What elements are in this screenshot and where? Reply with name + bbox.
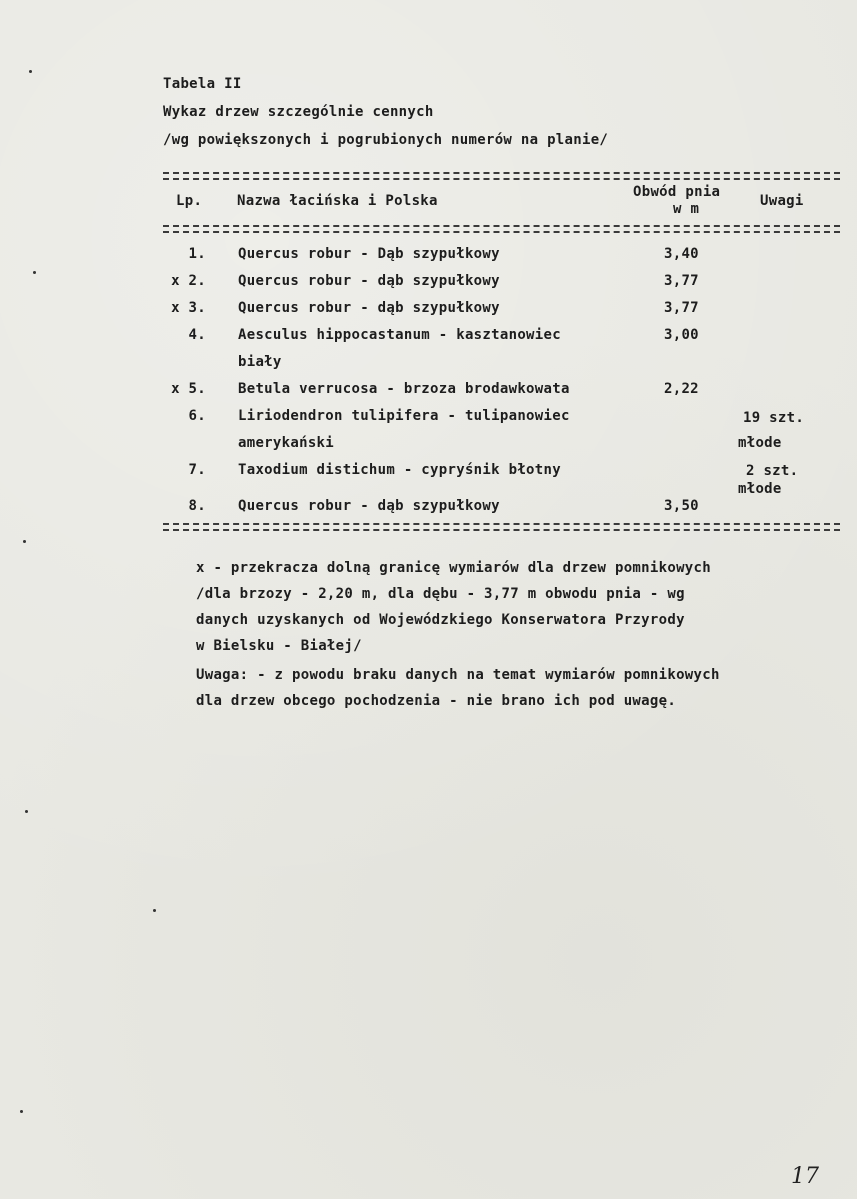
row-lp: 6.: [188, 408, 206, 424]
row-girth: 3,77: [664, 300, 699, 316]
column-header-name: Nazwa łacińska i Polska: [237, 193, 438, 209]
column-header-notes: Uwagi: [760, 193, 804, 209]
footnote-note: dla drzew obcego pochodzenia - nie brano ich pod uwagę.: [196, 693, 677, 709]
row-name: Quercus robur - dąb szypułkowy: [238, 300, 500, 316]
scan-speck: [20, 1110, 23, 1113]
header-rule: [163, 225, 840, 227]
footnote-line: danych uzyskanych od Wojewódzkiego Konserwatora Przyrody: [196, 612, 685, 628]
row-name-continued: amerykański: [238, 435, 335, 451]
row-lp: 8.: [188, 498, 206, 514]
scan-speck: [29, 70, 32, 73]
scan-speck: [153, 909, 156, 912]
scan-speck: [33, 271, 36, 274]
row-name: Taxodium distichum - cypryśnik błotny: [238, 462, 561, 478]
header-rule: [163, 231, 840, 233]
row-name-continued: biały: [238, 354, 282, 370]
row-lp: 1.: [188, 246, 206, 262]
row-girth: 3,77: [664, 273, 699, 289]
table-top-rule: [163, 172, 840, 174]
row-name: Liriodendron tulipifera - tulipanowiec: [238, 408, 570, 424]
page-title: Wykaz drzew szczególnie cennych: [163, 104, 434, 120]
row-girth: 3,50: [664, 498, 699, 514]
footnote-line: x - przekracza dolną granicę wymiarów dla drzew pomnikowych: [196, 560, 711, 576]
row-name: Aesculus hippocastanum - kasztanowiec: [238, 327, 561, 343]
footnote-line: w Bielsku - Białej/: [196, 638, 362, 654]
row-lp: 4.: [188, 327, 206, 343]
page-number: 17: [791, 1164, 819, 1189]
table-bottom-rule: [163, 523, 840, 525]
row-name: Betula verrucosa - brzoza brodawkowata: [238, 381, 570, 397]
row-name: Quercus robur - Dąb szypułkowy: [238, 246, 500, 262]
row-notes: 2 szt.: [746, 463, 799, 479]
row-notes-continued: młode: [738, 435, 782, 451]
row-girth: 3,00: [664, 327, 699, 343]
table-bottom-rule: [163, 529, 840, 531]
page-subtitle: /wg powiększonych i pogrubionych numerów na planie/: [163, 132, 609, 148]
row-lp: x 3.: [171, 300, 206, 316]
footnote-note: Uwaga: - z powodu braku danych na temat wymiarów pomnikowych: [196, 667, 720, 683]
table-label: Tabela II: [163, 76, 242, 92]
column-header-girth: Obwód pnia: [633, 184, 721, 200]
table-top-rule: [163, 178, 840, 180]
row-girth: 3,40: [664, 246, 699, 262]
column-header-lp: Lp.: [176, 193, 203, 209]
row-name: Quercus robur - dąb szypułkowy: [238, 273, 500, 289]
column-header-girth-unit: w m: [673, 201, 700, 217]
footnote-line: /dla brzozy - 2,20 m, dla dębu - 3,77 m obwodu pnia - wg: [196, 586, 685, 602]
scan-speck: [25, 810, 28, 813]
row-lp: x 2.: [171, 273, 206, 289]
row-lp: x 5.: [171, 381, 206, 397]
row-notes: 19 szt.: [743, 410, 805, 426]
row-notes-continued: młode: [738, 481, 782, 497]
scan-speck: [23, 540, 26, 543]
row-lp: 7.: [188, 462, 206, 478]
row-name: Quercus robur - dąb szypułkowy: [238, 498, 500, 514]
row-girth: 2,22: [664, 381, 699, 397]
